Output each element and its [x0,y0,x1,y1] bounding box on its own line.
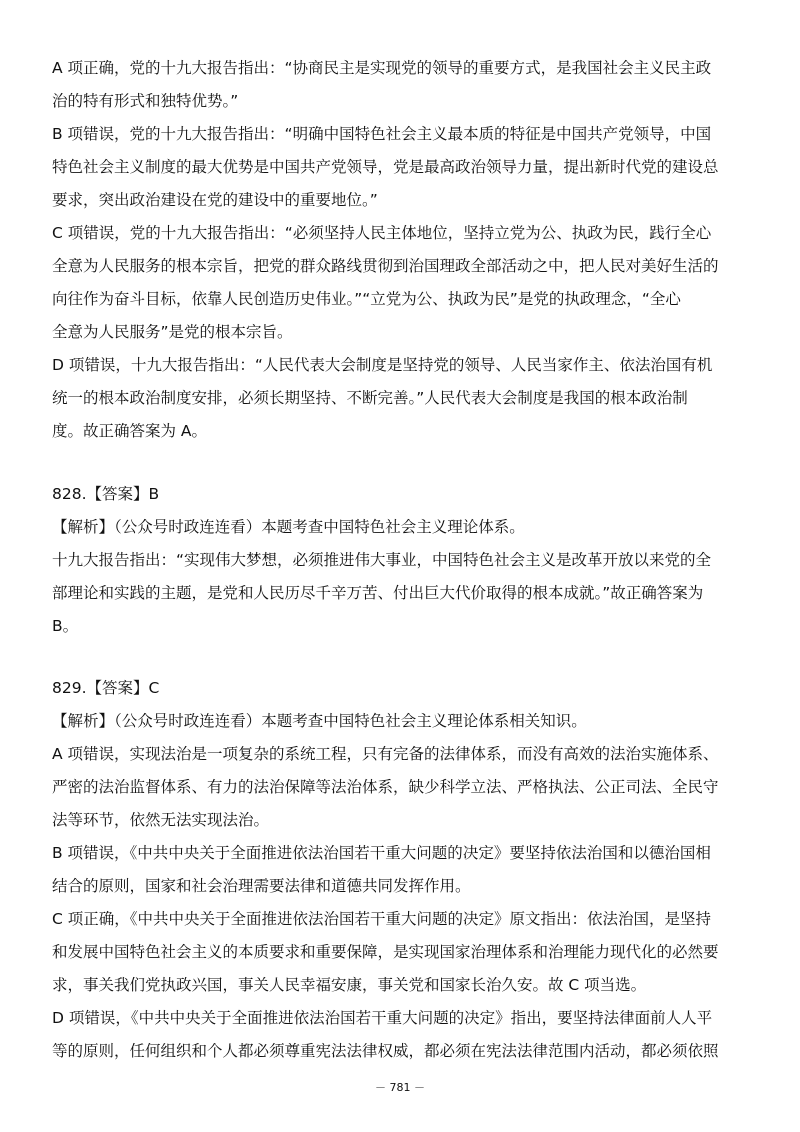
text-line: D 项错误，《中共中央关于全面推进依法治国若干重大问题的决定》指出，要坚持法律面前人人平 [52,1009,713,1027]
analysis-heading: 【解析】（公众号时政连连看）本题考查中国特色社会主义理论体系相关知识。 [52,712,587,730]
text-line: B 项错误，党的十九大报告指出：“明确中国特色社会主义最本质的特征是中国共产党领导，中国 [52,125,712,143]
answer-explanation-829 [52,672,752,1068]
text-line: 特色社会主义制度的最大优势是中国共产党领导，党是最高政治领导力量，提出新时代党的建设总 [52,158,719,176]
text-line: 结合的原则，国家和社会治理需要法律和道德共同发挥作用。 [52,877,471,895]
text-line: 法等环节，依然无法实现法治。 [52,811,270,829]
text-line: 和发展中国特色社会主义的本质要求和重要保障，是实现国家治理体系和治理能力现代化的必然要 [52,943,719,961]
text-line: 严密的法治监督体系、有力的法治保障等法治体系，缺少科学立法、严格执法、公正司法、全民守 [52,778,719,796]
text-line: A 项错误，实现法治是一项复杂的系统工程，只有完备的法律体系，而没有高效的法治实施体系、 [52,745,719,763]
text-line: C 项正确，《中共中央关于全面推进依法治国若干重大问题的决定》原文指出：依法治国，是坚持 [52,910,712,928]
text-line: B。 [52,617,79,635]
page-number: － 781 － [375,1081,425,1094]
answer-explanation-828 [52,478,752,643]
text-line: C 项错误，党的十九大报告指出：“必须坚持人民主体地位，坚持立党为公、执政为民，践行全心 [52,224,712,242]
text-line: 治的特有形式和独特优势。” [52,92,239,110]
text-line: 统一的根本政治制度安排，必须长期坚持、不断完善。”人民代表大会制度是我国的根本政治制 [52,389,688,407]
answer-heading: 828.【答案】B [52,485,160,503]
text-line: 全意为人民服务的根本宗旨，把党的群众路线贯彻到治国理政全部活动之中，把人民对美好生活的 [52,257,719,275]
analysis-heading: 【解析】（公众号时政连连看）本题考查中国特色社会主义理论体系。 [52,518,525,536]
text-line: 向往作为奋斗目标，依靠人民创造历史伟业。”“立党为公、执政为民”是党的执政理念，“全心 [52,290,681,308]
text-line: 全意为人民服务”是党的根本宗旨。 [52,323,293,341]
text-line: A 项正确，党的十九大报告指出：“协商民主是实现党的领导的重要方式，是我国社会主义民主政 [52,59,712,77]
answer-explanation-827 [52,52,752,448]
text-line: 等的原则，任何组织和个人都必须尊重宪法法律权威，都必须在宪法法律范围内活动，都必须依照 [52,1042,719,1060]
text-line: 十九大报告指出：“实现伟大梦想，必须推进伟大事业，中国特色社会主义是改革开放以来党的全 [52,551,712,569]
text-line: D 项错误，十九大报告指出：“人民代表大会制度是坚持党的领导、人民当家作主、依法治国有机 [52,356,713,374]
text-line: 度。故正确答案为 A。 [52,422,208,440]
text-line: 部理论和实践的主题，是党和人民历尽千辛万苦、付出巨大代价取得的根本成就。”故正确答案为 [52,584,704,602]
text-line: 求，事关我们党执政兴国，事关人民幸福安康，事关党和国家长治久安。故 C 项当选。 [52,976,647,994]
text-line: B 项错误，《中共中央关于全面推进依法治国若干重大问题的决定》要坚持依法治国和以德治国相 [52,844,711,862]
text-line: 要求，突出政治建设在党的建设中的重要地位。” [52,191,378,209]
answer-heading: 829.【答案】C [52,679,160,697]
